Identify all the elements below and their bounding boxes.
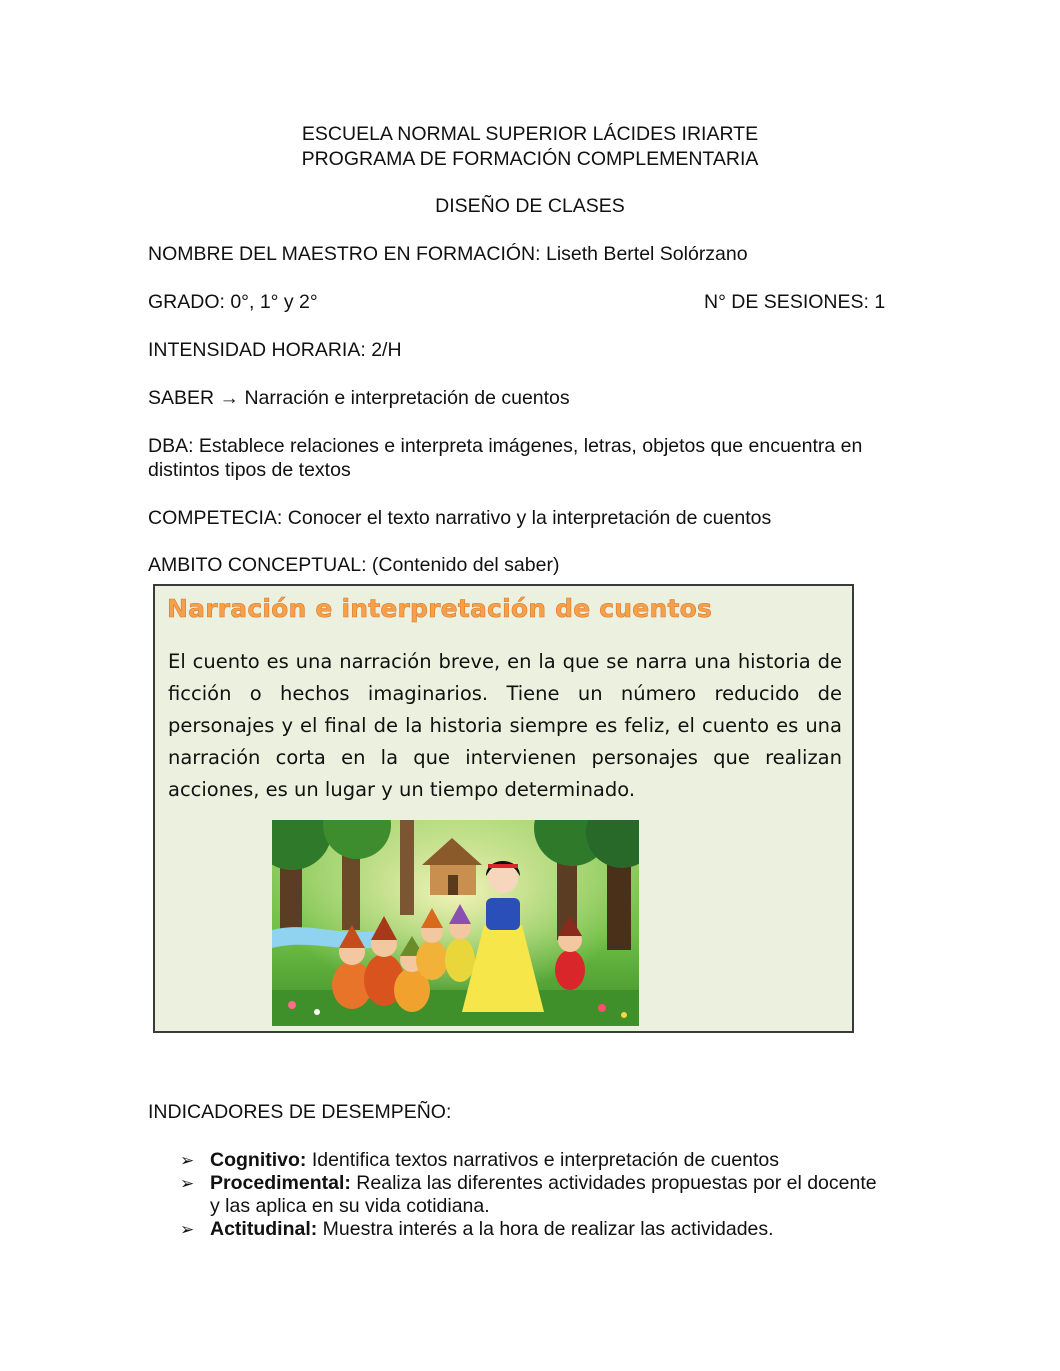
competencia-field: COMPETECIA: Conocer el texto narrativo y la interpretación de cuentos: [148, 507, 772, 529]
content-box: [153, 584, 854, 1033]
ambito-field: AMBITO CONCEPTUAL: (Contenido del saber): [148, 554, 560, 576]
program-name: PROGRAMA DE FORMACIÓN COMPLEMENTARIA: [301, 148, 759, 170]
grade-field: GRADO: 0°, 1° y 2°: [148, 291, 318, 313]
dba-line-1: DBA: Establece relaciones e interpreta imágenes, letras, objetos que encuentra en: [148, 435, 863, 457]
school-name: ESCUELA NORMAL SUPERIOR LÁCIDES IRIARTE: [301, 123, 759, 145]
snow-white-illustration: [272, 820, 639, 1026]
indicator-label: Actitudinal:: [210, 1218, 318, 1240]
arrow-right-icon: →: [219, 387, 240, 409]
indicator-label: Cognitivo:: [210, 1149, 307, 1171]
indicator-label: Procedimental:: [210, 1172, 351, 1194]
dba-line-2: distintos tipos de textos: [148, 459, 351, 481]
arrow-bullet-icon: ➢: [180, 1174, 195, 1193]
document-title: DISEÑO DE CLASES: [435, 195, 625, 217]
indicator-text: Muestra interés a la hora de realizar las actividades.: [317, 1218, 774, 1240]
saber-value: Narración e interpretación de cuentos: [244, 387, 570, 409]
hours-field: INTENSIDAD HORARIA: 2/H: [148, 339, 402, 361]
content-box-title: Narración e interpretación de cuentos: [167, 594, 713, 623]
teacher-field: NOMBRE DEL MAESTRO EN FORMACIÓN: Liseth Bertel Solórzano: [148, 243, 748, 265]
indicator-text: Realiza las diferentes actividades propuestas por el docente y las aplica en su vida cotidiana.: [210, 1172, 877, 1217]
list-item: [178, 1149, 878, 1172]
indicators-heading: INDICADORES DE DESEMPEÑO:: [148, 1101, 452, 1123]
arrow-bullet-icon: ➢: [180, 1151, 195, 1170]
indicator-text: Identifica textos narrativos e interpretación de cuentos: [306, 1149, 780, 1171]
sessions-field: N° DE SESIONES: 1: [704, 291, 886, 313]
saber-label: SABER: [148, 387, 215, 409]
saber-field: [148, 386, 570, 410]
list-item: [178, 1218, 878, 1241]
list-item: [178, 1172, 878, 1218]
arrow-bullet-icon: ➢: [180, 1220, 195, 1239]
content-box-paragraph: El cuento es una narración breve, en la que se narra una historia de ficción o hechos imaginarios. Tiene un número reducido de personajes y el final de la historia siempre es feliz, el cuento es una narración corta en la que intervienen personajes que realizan acciones, es un lugar y un tiempo determinado.: [168, 650, 842, 801]
indicators-list: [178, 1149, 878, 1241]
